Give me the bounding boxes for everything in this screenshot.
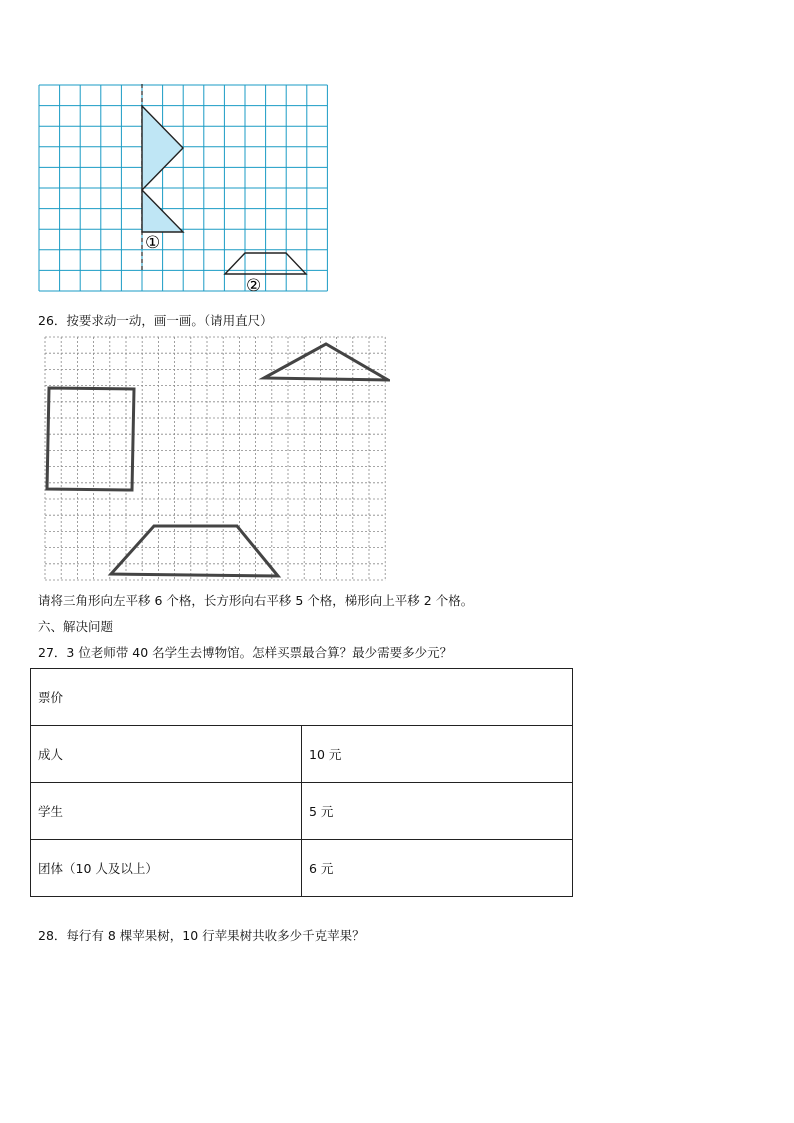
row-label: 学生 (31, 783, 302, 840)
q26-instruction: 请将三角形向左平移 6 个格，长方形向右平移 5 个格，梯形向上平移 2 个格。 (38, 593, 474, 608)
marker-2: ② (246, 276, 262, 296)
question-28: 28．每行有 8 棵苹果树，10 行苹果树共收多少千克苹果？ (38, 928, 365, 943)
row-label: 成人 (31, 726, 302, 783)
blue-grid-lines (39, 85, 327, 291)
table-row (31, 726, 573, 783)
figure-symmetry-grid (38, 84, 330, 296)
marker-1: ① (145, 233, 161, 253)
ticket-price-table (30, 668, 573, 897)
table-row (31, 840, 573, 897)
rectangle (47, 388, 134, 490)
section-6-title: 六、解决问题 (38, 619, 114, 634)
question-27: 27．3 位老师带 40 名学生去博物馆。怎样买票最合算？最少需要多少元？ (38, 645, 453, 660)
row-label: 团体（10 人及以上） (31, 840, 302, 897)
question-26: 26．按要求动一动，画一画。（请用直尺） (38, 313, 273, 328)
symmetry-grid-svg (38, 84, 330, 296)
trapezoid (111, 526, 278, 576)
table-header-row (31, 669, 573, 726)
table-row (31, 783, 573, 840)
dotted-grid-lines (45, 337, 385, 580)
row-price: 10 元 (302, 726, 573, 783)
figure-translation-grid (44, 336, 390, 582)
table-header-cell: 票价 (31, 669, 573, 726)
translation-grid-svg (44, 336, 390, 582)
row-price: 5 元 (302, 783, 573, 840)
row-price: 6 元 (302, 840, 573, 897)
